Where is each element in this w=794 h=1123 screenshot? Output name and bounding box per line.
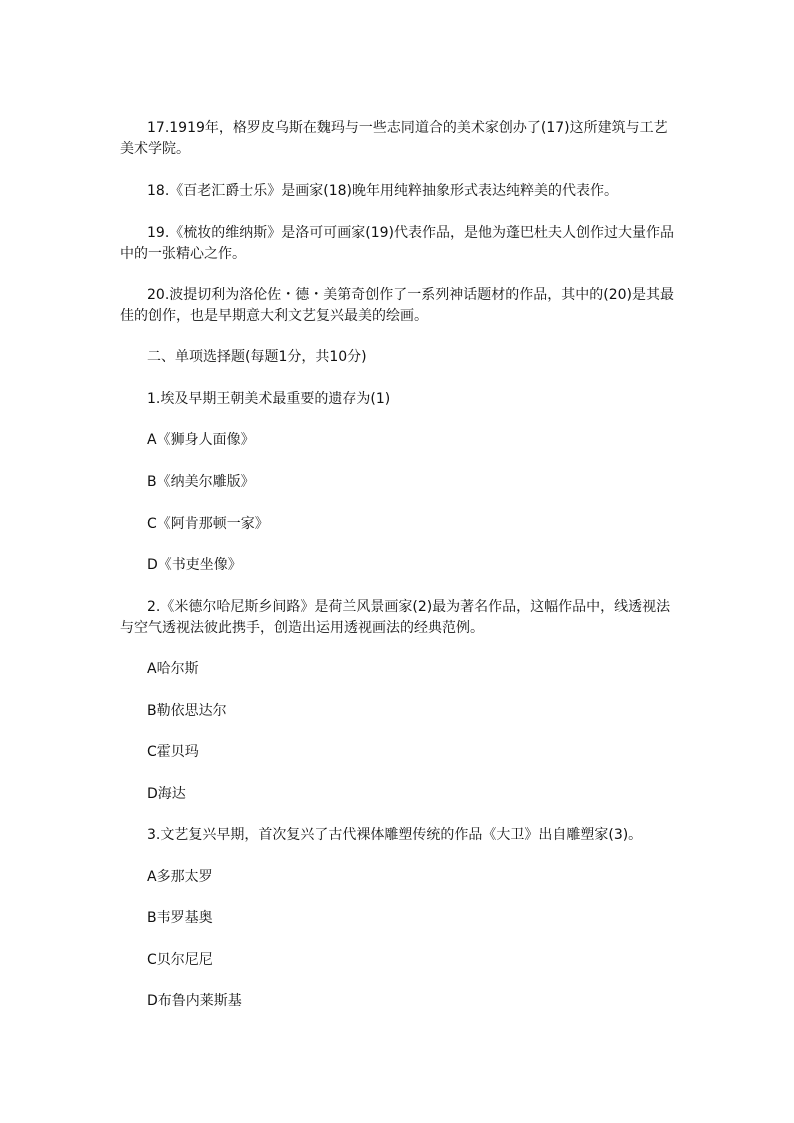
- option-text: C《阿肯那顿一家》: [147, 516, 269, 532]
- option-text: D布鲁内莱斯基: [147, 993, 242, 1009]
- question-2-stem-text-2: 与空气透视法彼此携手，创造出运用透视画法的经典范例。: [120, 620, 484, 636]
- option-text: C霍贝玛: [147, 744, 199, 760]
- q18-text-1: 18.《百老汇爵士乐》是画家(18)晚年用纯粹抽象形式表达纯粹美的代表作。: [147, 183, 619, 199]
- q17-text-1: 17.1919年，格罗皮乌斯在魏玛与一些志同道合的美术家创办了(17)这所建筑与工艺: [147, 120, 668, 136]
- option-text: D《书吏坐像》: [147, 557, 242, 573]
- q20-text-1: 20.波提切利为洛伦佐・德・美第奇创作了一系列神话题材的作品，其中的(20)是其最: [147, 287, 675, 303]
- q19-text-1: 19.《梳妆的维纳斯》是洛可可画家(19)代表作品，是他为蓬巴杜夫人创作过大量作品: [147, 225, 675, 241]
- option-text: B韦罗基奥: [147, 910, 213, 926]
- question-2-stem-text-1: 2.《米德尔哈尼斯乡间路》是荷兰风景画家(2)最为著名作品，这幅作品中，线透视法: [147, 599, 671, 615]
- option-text: B勒依思达尔: [147, 703, 227, 719]
- option-text: A《狮身人面像》: [147, 432, 255, 448]
- question-3-stem-text: 3.文艺复兴早期，首次复兴了古代裸体雕塑传统的作品《大卫》出自雕塑家(3)。: [147, 827, 643, 843]
- q19-text-2: 中的一张精心之作。: [120, 246, 246, 262]
- section-two-heading-text: 二、单项选择题(每题1分，共10分): [147, 349, 367, 365]
- option-text: A哈尔斯: [147, 661, 199, 677]
- option-text: A多那太罗: [147, 869, 213, 885]
- q20-text-2: 佳的创作，也是早期意大利文艺复兴最美的绘画。: [120, 308, 428, 324]
- option-text: D海达: [147, 786, 186, 802]
- option-text: C贝尔尼尼: [147, 952, 213, 968]
- q17-text-2: 美术学院。: [120, 141, 190, 157]
- option-text: B《纳美尔雕版》: [147, 474, 255, 490]
- question-1-stem-text: 1.埃及早期王朝美术最重要的遗存为(1): [147, 391, 391, 407]
